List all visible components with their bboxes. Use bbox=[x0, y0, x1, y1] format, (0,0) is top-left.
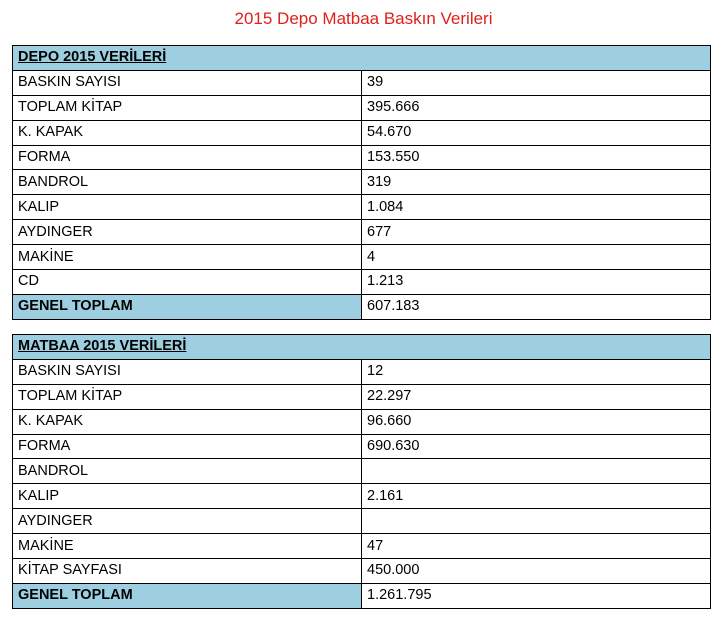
row-label: CD bbox=[13, 270, 362, 295]
table-row bbox=[13, 170, 711, 195]
row-value: 395.666 bbox=[362, 95, 711, 120]
table-row bbox=[13, 195, 711, 220]
row-label: MAKİNE bbox=[13, 245, 362, 270]
row-value: 153.550 bbox=[362, 145, 711, 170]
row-label: TOPLAM KİTAP bbox=[13, 95, 362, 120]
table-row bbox=[13, 220, 711, 245]
table-row bbox=[13, 559, 711, 584]
row-label: MAKİNE bbox=[13, 534, 362, 559]
matbaa-table-heading: MATBAA 2015 VERİLERİ bbox=[13, 335, 711, 360]
row-value: 39 bbox=[362, 70, 711, 95]
row-value: 4 bbox=[362, 245, 711, 270]
total-value: 1.261.795 bbox=[362, 583, 711, 608]
table-row bbox=[13, 509, 711, 534]
total-label: GENEL TOPLAM bbox=[13, 583, 362, 608]
table-row bbox=[13, 434, 711, 459]
depo-table bbox=[12, 45, 711, 320]
table-row bbox=[13, 459, 711, 484]
row-value: 677 bbox=[362, 220, 711, 245]
row-label: BANDROL bbox=[13, 170, 362, 195]
row-label: AYDINGER bbox=[13, 220, 362, 245]
matbaa-table bbox=[12, 334, 711, 609]
row-value: 319 bbox=[362, 170, 711, 195]
total-row bbox=[13, 294, 711, 319]
depo-table-heading: DEPO 2015 VERİLERİ bbox=[13, 46, 711, 71]
row-value: 450.000 bbox=[362, 559, 711, 584]
row-value bbox=[362, 459, 711, 484]
row-value: 54.670 bbox=[362, 120, 711, 145]
row-label: BASKIN SAYISI bbox=[13, 359, 362, 384]
table-row bbox=[13, 534, 711, 559]
table-row bbox=[13, 484, 711, 509]
table-row bbox=[13, 120, 711, 145]
row-label: K. KAPAK bbox=[13, 409, 362, 434]
row-label: FORMA bbox=[13, 434, 362, 459]
row-label: KALIP bbox=[13, 484, 362, 509]
row-label: AYDINGER bbox=[13, 509, 362, 534]
row-label: K. KAPAK bbox=[13, 120, 362, 145]
row-value: 690.630 bbox=[362, 434, 711, 459]
row-value: 2.161 bbox=[362, 484, 711, 509]
table-row bbox=[13, 384, 711, 409]
row-label: TOPLAM KİTAP bbox=[13, 384, 362, 409]
table-row bbox=[13, 95, 711, 120]
row-value: 47 bbox=[362, 534, 711, 559]
row-value bbox=[362, 509, 711, 534]
table-row bbox=[13, 145, 711, 170]
table-row bbox=[13, 270, 711, 295]
page-title: 2015 Depo Matbaa Baskın Verileri bbox=[234, 9, 493, 28]
row-label: KALIP bbox=[13, 195, 362, 220]
table-row bbox=[13, 70, 711, 95]
table-row bbox=[13, 359, 711, 384]
row-value: 12 bbox=[362, 359, 711, 384]
table-row bbox=[13, 409, 711, 434]
row-label: FORMA bbox=[13, 145, 362, 170]
total-label: GENEL TOPLAM bbox=[13, 294, 362, 319]
row-value: 1.084 bbox=[362, 195, 711, 220]
total-value: 607.183 bbox=[362, 294, 711, 319]
row-value: 1.213 bbox=[362, 270, 711, 295]
row-label: KİTAP SAYFASI bbox=[13, 559, 362, 584]
table-header-row bbox=[13, 46, 711, 71]
row-value: 96.660 bbox=[362, 409, 711, 434]
row-label: BANDROL bbox=[13, 459, 362, 484]
row-value: 22.297 bbox=[362, 384, 711, 409]
table-header-row bbox=[13, 335, 711, 360]
row-label: BASKIN SAYISI bbox=[13, 70, 362, 95]
table-row bbox=[13, 245, 711, 270]
total-row bbox=[13, 583, 711, 608]
